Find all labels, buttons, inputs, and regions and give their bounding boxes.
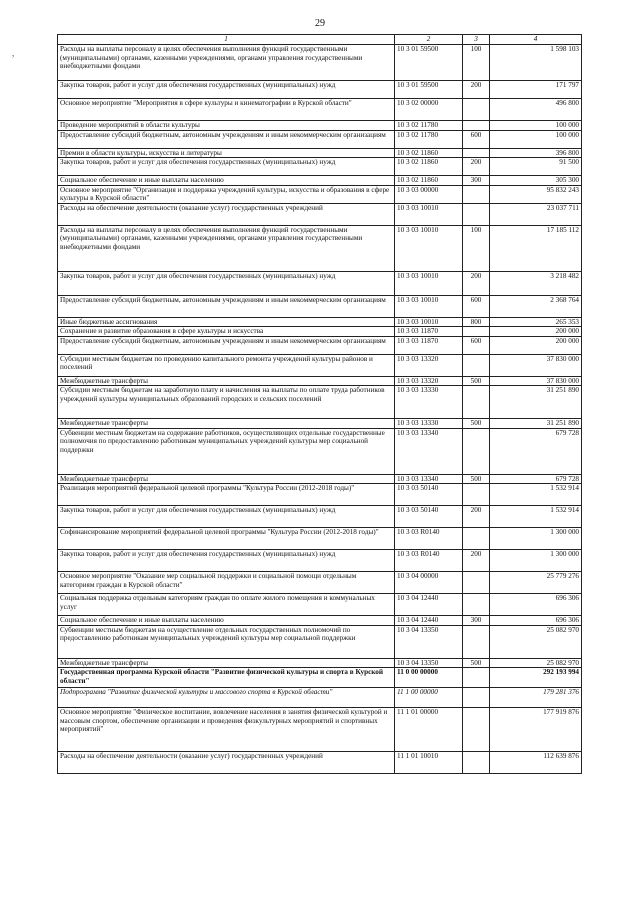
row-type-cell: 100: [463, 45, 490, 81]
row-name-cell: Субсидии местным бюджетам на заработную плату и начисления на выплаты по оплате труда работников учреждений культуры муниципальных образований городских и сельских поселений: [58, 386, 395, 419]
table-row: [58, 317, 582, 327]
row-code-cell: 11 1 01 10010: [395, 752, 463, 774]
table-row: [58, 625, 582, 658]
header-code-col: 2: [395, 35, 463, 45]
row-code-cell: 10 3 03 50140: [395, 484, 463, 506]
row-name-cell: Основное мероприятие "Организация и поддержка учреждений культуры, искусства и образования в сфере культуры в Курской области": [58, 185, 395, 203]
row-code-cell: 10 3 02 11860: [395, 176, 463, 186]
row-sum-cell: 1 300 000: [490, 528, 582, 550]
row-sum-cell: 679 728: [490, 428, 582, 474]
table-row: [58, 484, 582, 506]
row-type-cell: 200: [463, 158, 490, 176]
row-type-cell: 500: [463, 658, 490, 668]
row-name-cell: Закупка товаров, работ и услуг для обеспечения государственных (муниципальных) нужд: [58, 506, 395, 528]
row-code-cell: 11 1 00 00000: [395, 688, 463, 708]
row-type-cell: [463, 484, 490, 506]
row-sum-cell: 1 532 914: [490, 484, 582, 506]
row-name-cell: Расходы на выплаты персоналу в целях обеспечения выполнения функций государственными (муниципальными) органами, казенными учреждениями, органами управления государственными внебюджетными фондами: [58, 45, 395, 81]
row-type-cell: [463, 148, 490, 158]
row-code-cell: 10 3 02 11860: [395, 148, 463, 158]
row-name-cell: Предоставление субсидий бюджетным, автономным учреждениям и иным некоммерческим организациям: [58, 130, 395, 148]
table-row: [58, 376, 582, 386]
row-type-cell: 500: [463, 474, 490, 484]
row-sum-cell: 1 532 914: [490, 506, 582, 528]
row-name-cell: Субвенции местным бюджетам на содержание работников, осуществляющих отдельные государственные полномочия по предоставлению работникам муниципальных учреждений культуры мер социальной поддержки: [58, 428, 395, 474]
row-sum-cell: 1 300 000: [490, 550, 582, 572]
header-name-col: 1: [58, 35, 395, 45]
table-row: [58, 708, 582, 752]
row-type-cell: [463, 354, 490, 376]
row-type-cell: [463, 625, 490, 658]
row-code-cell: 10 3 04 12440: [395, 594, 463, 616]
row-name-cell: Закупка товаров, работ и услуг для обеспечения государственных (муниципальных) нужд: [58, 550, 395, 572]
row-sum-cell: 496 800: [490, 99, 582, 121]
row-type-cell: [463, 428, 490, 474]
row-type-cell: 500: [463, 376, 490, 386]
row-name-cell: Межбюджетные трансферты: [58, 419, 395, 429]
row-sum-cell: 696 306: [490, 616, 582, 626]
table-row: [58, 386, 582, 419]
row-type-cell: [463, 688, 490, 708]
row-type-cell: [463, 386, 490, 419]
row-sum-cell: 396 800: [490, 148, 582, 158]
row-name-cell: Расходы на обеспечение деятельности (оказание услуг) государственных учреждений: [58, 752, 395, 774]
row-code-cell: 10 3 04 12440: [395, 616, 463, 626]
row-type-cell: 800: [463, 317, 490, 327]
table-row: [58, 688, 582, 708]
row-sum-cell: 91 500: [490, 158, 582, 176]
row-sum-cell: 95 832 243: [490, 185, 582, 203]
row-name-cell: Социальное обеспечение и иные выплаты населению: [58, 176, 395, 186]
row-type-cell: 300: [463, 176, 490, 186]
row-name-cell: Иные бюджетные ассигнования: [58, 317, 395, 327]
table-row: [58, 158, 582, 176]
row-type-cell: 100: [463, 225, 490, 271]
row-type-cell: 600: [463, 130, 490, 148]
row-code-cell: 10 3 03 11870: [395, 336, 463, 354]
row-type-cell: [463, 668, 490, 688]
table-row: [58, 668, 582, 688]
table-row: [58, 528, 582, 550]
row-type-cell: [463, 752, 490, 774]
row-name-cell: Субвенции местным бюджетам на осуществление отдельных государственных полномочий по предоставлению работникам муниципальных учреждений культуры мер социальной поддержки: [58, 625, 395, 658]
table-row: [58, 271, 582, 295]
row-name-cell: Социальное обеспечение и иные выплаты населению: [58, 616, 395, 626]
row-code-cell: 10 3 02 00000: [395, 99, 463, 121]
row-type-cell: 300: [463, 616, 490, 626]
row-type-cell: [463, 185, 490, 203]
header-sum-col: 4: [490, 35, 582, 45]
row-name-cell: Проведение мероприятий в области культуры: [58, 121, 395, 131]
row-type-cell: [463, 327, 490, 337]
table-row: [58, 752, 582, 774]
table-row: [58, 185, 582, 203]
row-code-cell: 10 3 03 10010: [395, 225, 463, 271]
table-row: [58, 81, 582, 99]
table-row: [58, 419, 582, 429]
row-sum-cell: 200 000: [490, 327, 582, 337]
row-code-cell: 10 3 02 11780: [395, 130, 463, 148]
row-code-cell: 10 3 04 13350: [395, 625, 463, 658]
row-code-cell: 10 3 03 13330: [395, 419, 463, 429]
row-type-cell: [463, 99, 490, 121]
row-sum-cell: 2 368 764: [490, 295, 582, 317]
row-type-cell: [463, 121, 490, 131]
table-row: [58, 506, 582, 528]
row-sum-cell: 177 919 876: [490, 708, 582, 752]
row-name-cell: Социальная поддержка отдельным категориям граждан по оплате жилого помещения и коммунальных услуг: [58, 594, 395, 616]
row-sum-cell: 1 598 103: [490, 45, 582, 81]
table-row: [58, 203, 582, 225]
row-name-cell: Реализация мероприятий федеральной целевой программы "Культура России (2012-2018 годы)": [58, 484, 395, 506]
header-type-col: 3: [463, 35, 490, 45]
row-name-cell: Основное мероприятие "Мероприятия в сфере культуры и кинематографии в Курской области": [58, 99, 395, 121]
row-sum-cell: 100 000: [490, 121, 582, 131]
row-name-cell: Софинансирование мероприятий федеральной целевой программы "Культура России (2012-2018 годы)": [58, 528, 395, 550]
row-sum-cell: 292 193 994: [490, 668, 582, 688]
row-type-cell: [463, 594, 490, 616]
row-code-cell: 10 3 04 00000: [395, 572, 463, 594]
row-code-cell: 10 3 03 13340: [395, 474, 463, 484]
table-row: [58, 45, 582, 81]
row-code-cell: 10 3 03 R0140: [395, 550, 463, 572]
table-row: [58, 354, 582, 376]
row-name-cell: Государственная программа Курской области "Развитие физической культуры и спорта в Курской области": [58, 668, 395, 688]
table-row: [58, 594, 582, 616]
row-type-cell: [463, 528, 490, 550]
row-type-cell: [463, 203, 490, 225]
row-code-cell: 10 3 01 59500: [395, 45, 463, 81]
row-sum-cell: 25 779 276: [490, 572, 582, 594]
row-name-cell: Подпрограмма "Развитие физической культуры и массового спорта в Курской области": [58, 688, 395, 708]
row-sum-cell: 100 000: [490, 130, 582, 148]
table-row: [58, 148, 582, 158]
row-code-cell: 10 3 04 13350: [395, 658, 463, 668]
table-row: [58, 572, 582, 594]
row-sum-cell: 31 251 890: [490, 386, 582, 419]
row-name-cell: Основное мероприятие "Оказание мер социальной поддержки и социальной помощи отдельным категориям граждан в Курской области": [58, 572, 395, 594]
row-sum-cell: 679 728: [490, 474, 582, 484]
row-sum-cell: 23 037 711: [490, 203, 582, 225]
row-sum-cell: 25 082 970: [490, 658, 582, 668]
row-sum-cell: 265 353: [490, 317, 582, 327]
row-code-cell: 11 1 01 00000: [395, 708, 463, 752]
row-type-cell: 200: [463, 550, 490, 572]
table-row: [58, 616, 582, 626]
row-sum-cell: 171 797: [490, 81, 582, 99]
row-sum-cell: 25 082 970: [490, 625, 582, 658]
row-name-cell: Основное мероприятие "Физическое воспитание, вовлечение населения в занятия физической культурой и массовым спортом, обеспечение организации и проведения физкультурных мероприятий и спортивных мероприятий": [58, 708, 395, 752]
table-row: [58, 176, 582, 186]
budget-table: [57, 34, 582, 774]
table-row: [58, 474, 582, 484]
table-row: [58, 327, 582, 337]
table-row: [58, 225, 582, 271]
row-code-cell: 10 3 03 13320: [395, 354, 463, 376]
table-row: [58, 658, 582, 668]
row-name-cell: Предоставление субсидий бюджетным, автономным учреждениям и иным некоммерческим организациям: [58, 336, 395, 354]
row-code-cell: 10 3 01 59500: [395, 81, 463, 99]
row-code-cell: 10 3 03 00000: [395, 185, 463, 203]
row-code-cell: 10 3 02 11780: [395, 121, 463, 131]
row-name-cell: Межбюджетные трансферты: [58, 376, 395, 386]
row-sum-cell: 305 300: [490, 176, 582, 186]
row-code-cell: 10 3 03 R0140: [395, 528, 463, 550]
row-name-cell: Премии в области культуры, искусства и литературы: [58, 148, 395, 158]
row-code-cell: 10 3 03 50140: [395, 506, 463, 528]
row-type-cell: 600: [463, 336, 490, 354]
table-row: [58, 336, 582, 354]
row-name-cell: Закупка товаров, работ и услуг для обеспечения государственных (муниципальных) нужд: [58, 158, 395, 176]
row-type-cell: [463, 708, 490, 752]
row-sum-cell: 3 218 482: [490, 271, 582, 295]
row-sum-cell: 200 000: [490, 336, 582, 354]
row-sum-cell: 37 830 000: [490, 354, 582, 376]
row-name-cell: Сохранение и развитие образования в сфере культуры и искусства: [58, 327, 395, 337]
table-row: [58, 130, 582, 148]
row-type-cell: 200: [463, 81, 490, 99]
row-sum-cell: 31 251 890: [490, 419, 582, 429]
row-code-cell: 10 3 03 10010: [395, 295, 463, 317]
row-type-cell: [463, 572, 490, 594]
row-name-cell: Расходы на обеспечение деятельности (оказание услуг) государственных учреждений: [58, 203, 395, 225]
row-code-cell: 11 0 00 00000: [395, 668, 463, 688]
margin-mark: ,: [12, 48, 15, 58]
row-code-cell: 10 3 03 10010: [395, 203, 463, 225]
page-number: 29: [315, 18, 325, 29]
row-name-cell: Расходы на выплаты персоналу в целях обеспечения выполнения функций государственными (муниципальными) органами, казенными учреждениями, органами управления государственными внебюджетными фондами: [58, 225, 395, 271]
row-name-cell: Межбюджетные трансферты: [58, 474, 395, 484]
row-sum-cell: 696 306: [490, 594, 582, 616]
row-code-cell: 10 3 03 10010: [395, 317, 463, 327]
row-name-cell: Закупка товаров, работ и услуг для обеспечения государственных (муниципальных) нужд: [58, 271, 395, 295]
row-sum-cell: 17 185 112: [490, 225, 582, 271]
table-row: [58, 121, 582, 131]
row-type-cell: 500: [463, 419, 490, 429]
table-row: [58, 550, 582, 572]
table-row: [58, 99, 582, 121]
row-code-cell: 10 3 03 13320: [395, 376, 463, 386]
row-code-cell: 10 3 03 13340: [395, 428, 463, 474]
row-code-cell: 10 3 02 11860: [395, 158, 463, 176]
row-type-cell: 200: [463, 271, 490, 295]
row-sum-cell: 112 639 876: [490, 752, 582, 774]
row-sum-cell: 179 281 376: [490, 688, 582, 708]
header-row: [58, 35, 582, 45]
row-type-cell: 200: [463, 506, 490, 528]
row-name-cell: Закупка товаров, работ и услуг для обеспечения государственных (муниципальных) нужд: [58, 81, 395, 99]
table-row: [58, 295, 582, 317]
row-sum-cell: 37 830 000: [490, 376, 582, 386]
row-code-cell: 10 3 03 11870: [395, 327, 463, 337]
row-type-cell: 600: [463, 295, 490, 317]
row-name-cell: Межбюджетные трансферты: [58, 658, 395, 668]
row-code-cell: 10 3 03 13330: [395, 386, 463, 419]
row-name-cell: Предоставление субсидий бюджетным, автономным учреждениям и иным некоммерческим организациям: [58, 295, 395, 317]
table-row: [58, 428, 582, 474]
row-code-cell: 10 3 03 10010: [395, 271, 463, 295]
row-name-cell: Субсидии местным бюджетам по проведению капитального ремонта учреждений культуры районов и поселений: [58, 354, 395, 376]
